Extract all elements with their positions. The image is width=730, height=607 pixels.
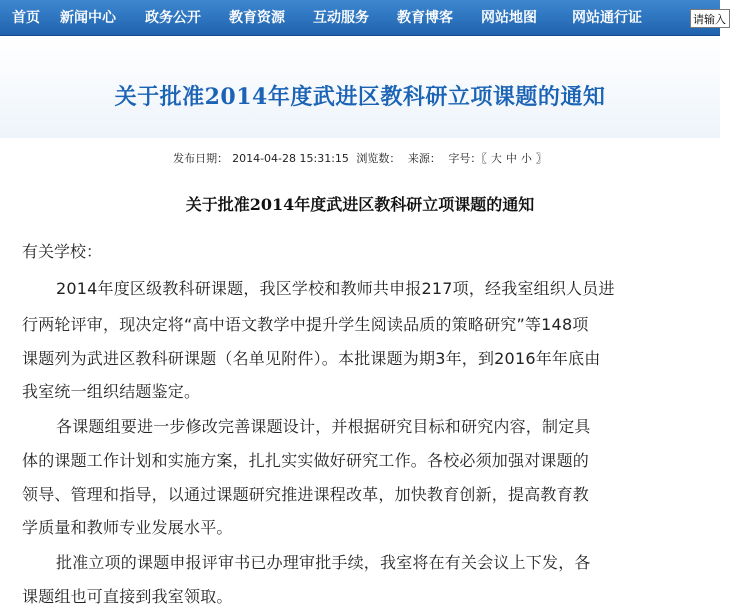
article-line: 我室统一组织结题鉴定。 [22, 382, 201, 401]
publish-date-label: 发布日期： [173, 152, 229, 165]
article-line: 2014年度区级教科研课题，我区学校和教师共申报217项，经我室组织人员进 [56, 279, 615, 298]
article-line: 各课题组要进一步修改完善课题设计，并根据研究目标和研究内容，制定具 [56, 417, 591, 436]
font-size-medium-button[interactable]: 中 [505, 152, 517, 165]
nav-education-resources[interactable]: 教育资源 [229, 10, 285, 26]
article-line: 学质量和教师专业发展水平。 [22, 518, 233, 537]
font-size-large-button[interactable]: 大 [490, 152, 502, 165]
article-title: 关于批准2014年度武进区教科研立项课题的通知 [185, 195, 535, 214]
nav-interactive-services[interactable]: 互动服务 [313, 10, 369, 26]
article-line: 领导、管理和指导，以通过课题研究推进课程改革，加快教育创新，提高教育教 [22, 485, 590, 504]
font-size-label: 字号：〖 [448, 152, 487, 165]
top-navigation-bar [0, 0, 720, 36]
nav-education-blog[interactable]: 教育博客 [397, 10, 453, 26]
article-line: 行两轮评审，现决定将“高中语文教学中提升学生阅读品质的策略研究”等148项 [22, 315, 589, 334]
source-label: 来源： [407, 152, 441, 165]
font-size-small-button[interactable]: 小 [520, 152, 532, 165]
article-line: 课题列为武进区教科研课题（名单见附件）。本批课题为期3年，到2016年年底由 [22, 349, 601, 368]
nav-home[interactable]: 首页 [12, 10, 40, 26]
article-line: 课题组也可直接到我室领取。 [22, 587, 233, 606]
font-size-bracket: 〗 [535, 152, 547, 165]
nav-government-affairs[interactable]: 政务公开 [145, 10, 201, 26]
article-greeting: 有关学校： [22, 242, 103, 261]
nav-site-passport[interactable]: 网站通行证 [572, 10, 642, 26]
article-line: 批准立项的课题申报评审书已办理审批手续，我室将在有关会议上下发，各 [56, 553, 591, 572]
nav-news-center[interactable]: 新闻中心 [60, 10, 116, 26]
article-meta [0, 150, 720, 166]
view-count-label: 浏览数： [356, 152, 401, 165]
article-line: 体的课题工作计划和实施方案，扎扎实实做好研究工作。各校必须加强对课题的 [22, 451, 590, 470]
page-title: 关于批准2014年度武进区教科研立项课题的通知 [114, 84, 606, 110]
nav-site-map[interactable]: 网站地图 [481, 10, 537, 26]
publish-date: 2014-04-28 15:31:15 [232, 152, 349, 165]
search-input[interactable] [690, 9, 730, 28]
